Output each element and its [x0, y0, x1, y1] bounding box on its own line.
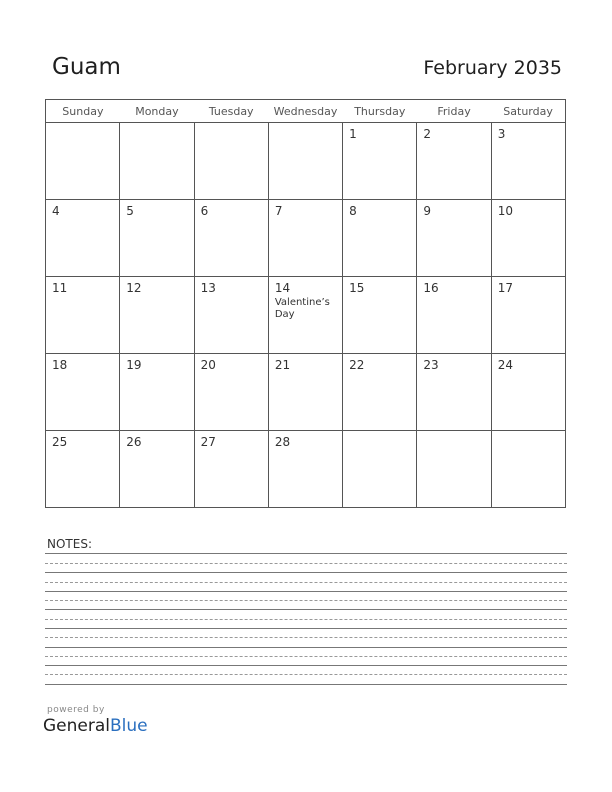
day-cell[interactable] — [491, 123, 565, 200]
day-cell[interactable] — [194, 354, 268, 431]
day-cell[interactable] — [46, 431, 120, 508]
powered-by-text: powered by — [47, 705, 105, 715]
day-number: 3 — [497, 127, 506, 141]
brand-general: General — [43, 716, 110, 736]
week-row — [46, 354, 566, 431]
notes-line — [45, 637, 567, 638]
weekday-thursday: Thursday — [343, 100, 417, 123]
day-number: 12 — [126, 281, 142, 295]
notes-line — [45, 572, 567, 573]
week-row — [46, 123, 566, 200]
day-cell[interactable] — [491, 277, 565, 354]
day-cell[interactable] — [491, 431, 565, 508]
notes-line — [45, 684, 567, 685]
day-number: 20 — [200, 358, 216, 372]
brand-blue: Blue — [110, 716, 148, 736]
brand-logo[interactable] — [43, 716, 148, 736]
day-cell[interactable] — [491, 200, 565, 277]
notes-label: NOTES: — [47, 537, 92, 551]
day-number: 28 — [274, 435, 291, 449]
day-cell[interactable] — [268, 431, 342, 508]
day-cell[interactable] — [417, 354, 491, 431]
weekday-header-row — [46, 100, 566, 123]
day-cell[interactable] — [120, 431, 194, 508]
day-cell[interactable] — [268, 200, 342, 277]
day-cell[interactable] — [343, 354, 417, 431]
week-row — [46, 200, 566, 277]
day-number: 13 — [200, 281, 216, 295]
weekday-friday: Friday — [417, 100, 491, 123]
weekday-wednesday: Wednesday — [268, 100, 342, 123]
notes-line — [45, 609, 567, 610]
day-number: 25 — [52, 435, 68, 449]
notes-line — [45, 591, 567, 592]
day-cell[interactable] — [194, 431, 268, 508]
day-number: 11 — [52, 281, 68, 295]
weekday-saturday: Saturday — [491, 100, 565, 123]
calendar-grid — [45, 99, 566, 508]
location-title: Guam — [52, 54, 121, 80]
week-row — [46, 277, 566, 354]
day-number: 10 — [497, 204, 513, 218]
weekday-tuesday: Tuesday — [194, 100, 268, 123]
day-number: 26 — [126, 435, 142, 449]
week-row — [46, 431, 566, 508]
day-cell[interactable] — [120, 200, 194, 277]
day-number: 5 — [126, 204, 134, 218]
day-number: 1 — [349, 127, 357, 141]
day-cell[interactable] — [343, 277, 417, 354]
day-cell[interactable] — [417, 200, 491, 277]
day-cell[interactable] — [491, 354, 565, 431]
day-number: 6 — [200, 204, 209, 218]
day-cell[interactable] — [194, 277, 268, 354]
day-cell[interactable] — [194, 200, 268, 277]
day-cell[interactable] — [194, 123, 268, 200]
day-number: 8 — [349, 204, 357, 218]
day-cell[interactable] — [268, 123, 342, 200]
day-number: 9 — [423, 204, 432, 218]
day-number: 14 — [274, 281, 291, 295]
day-cell[interactable] — [120, 123, 194, 200]
day-number: 7 — [274, 204, 283, 218]
day-number: 2 — [423, 127, 432, 141]
notes-line — [45, 553, 567, 554]
notes-line — [45, 563, 567, 564]
notes-line — [45, 600, 567, 601]
day-cell[interactable] — [268, 277, 342, 354]
day-cell[interactable] — [46, 277, 120, 354]
day-number: 27 — [200, 435, 216, 449]
day-cell[interactable] — [46, 354, 120, 431]
notes-line — [45, 628, 567, 629]
day-cell[interactable] — [343, 431, 417, 508]
day-cell[interactable] — [417, 277, 491, 354]
day-cell[interactable] — [343, 123, 417, 200]
holiday-label: Valentine’s Day — [274, 297, 330, 320]
day-number: 21 — [274, 358, 291, 372]
day-number: 16 — [423, 281, 439, 295]
notes-line — [45, 619, 567, 620]
day-number: 22 — [349, 358, 365, 372]
day-cell[interactable] — [120, 354, 194, 431]
notes-line — [45, 582, 567, 583]
day-cell[interactable] — [120, 277, 194, 354]
day-number: 24 — [497, 358, 513, 372]
notes-line — [45, 656, 567, 657]
month-year-title: February 2035 — [423, 57, 562, 79]
day-number: 23 — [423, 358, 439, 372]
notes-line — [45, 647, 567, 648]
day-cell[interactable] — [268, 354, 342, 431]
day-cell[interactable] — [46, 200, 120, 277]
day-number: 19 — [126, 358, 142, 372]
day-cell[interactable] — [343, 200, 417, 277]
day-cell[interactable] — [46, 123, 120, 200]
day-number: 4 — [52, 204, 60, 218]
weekday-monday: Monday — [120, 100, 194, 123]
day-cell[interactable] — [417, 123, 491, 200]
weekday-sunday: Sunday — [46, 100, 120, 123]
day-number: 15 — [349, 281, 365, 295]
day-cell[interactable] — [417, 431, 491, 508]
day-number: 17 — [497, 281, 513, 295]
notes-line — [45, 665, 567, 666]
day-number: 18 — [52, 358, 68, 372]
notes-line — [45, 674, 567, 675]
